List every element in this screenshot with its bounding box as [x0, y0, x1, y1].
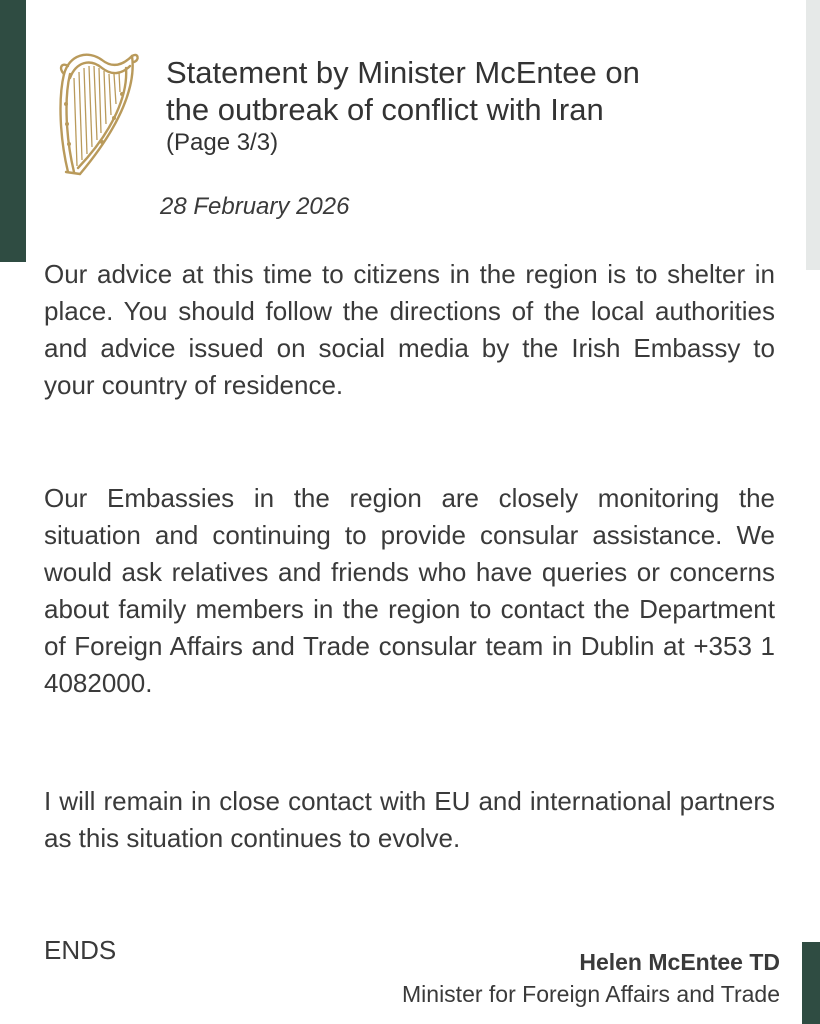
signer-name: Helen McEntee TD — [579, 949, 780, 975]
statement-title-block — [166, 54, 786, 158]
page-indicator: (Page 3/3) — [166, 129, 279, 156]
harp-emblem-icon — [50, 44, 142, 180]
right-accent-bar-top — [806, 0, 820, 270]
body-paragraph-2: Our Embassies in the region are closely monitoring the situation and continuing to provide consular assistance. We would ask relatives and friends who have queries or concerns about family members in the region to contact the Department of Foreign Affairs and Trade consular team in Dublin at +353 1 4082000. — [44, 483, 775, 698]
statement-date: 28 February 2026 — [160, 193, 350, 220]
left-accent-bar — [0, 0, 26, 262]
statement-title-line-1: Statement by Minister McEntee on — [166, 55, 640, 90]
body-paragraph-3: I will remain in close contact with EU and international partners as this situation continues to evolve. — [44, 786, 775, 853]
ends-marker: ENDS — [44, 935, 117, 965]
signer-title: Minister for Foreign Affairs and Trade — [402, 981, 780, 1007]
body-paragraph-1: Our advice at this time to citizens in the region is to shelter in place. You should follow the directions of the local authorities and advice issued on social media by the Irish Embassy to your country of residence. — [44, 259, 775, 400]
statement-title-line-2: the outbreak of conflict with Iran — [166, 92, 604, 127]
right-accent-bar-bottom — [802, 942, 820, 1024]
